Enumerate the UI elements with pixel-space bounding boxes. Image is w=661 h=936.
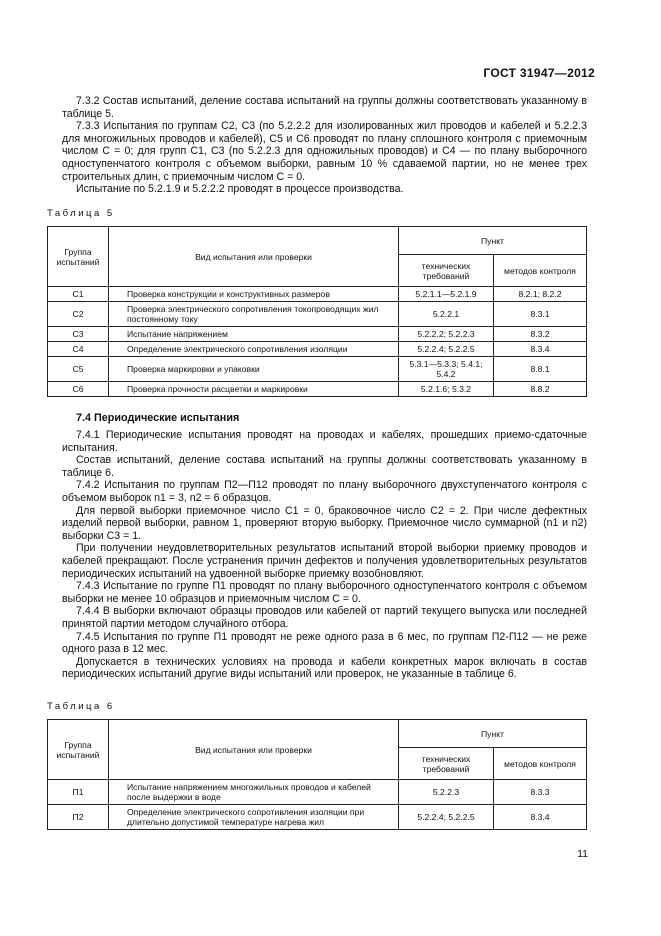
paragraph: Испытание по 5.2.1.9 и 5.2.2.2 проводят в процессе производства. [76, 183, 404, 196]
cell-methods: 8.3.4 [494, 805, 587, 830]
intro-text [62, 95, 587, 196]
cell-name: Испытание напряжением [109, 327, 399, 342]
table-row [48, 805, 587, 830]
cell-methods: 8.8.1 [494, 357, 587, 382]
table-row [48, 780, 587, 805]
cell-name: Проверка электрического сопротивления токопроводящих жил постоянному току [109, 302, 399, 327]
cell-tech: 5.3.1—5.3.3; 5.4.1; 5.4.2 [399, 357, 494, 382]
table-5 [47, 226, 587, 397]
table5-caption: Таблица 5 [47, 208, 115, 219]
table-row [48, 382, 587, 397]
cell-name: Проверка конструкции и конструктивных размеров [109, 287, 399, 302]
cell-tech: 5.2.2.4; 5.2.2.5 [399, 342, 494, 357]
cell-methods: 8.3.1 [494, 302, 587, 327]
paragraph: 7.4.3 Испытание по группе П1 проводят по плану выборочного одноступенчатого контроля с объемом выборки не менее 10 образцов и приемочным числом C = 0. [62, 580, 587, 605]
cell-methods: 8.3.3 [494, 780, 587, 805]
table-row [48, 342, 587, 357]
paragraph: 7.4.4 В выборки включают образцы проводов или кабелей от партий текущего выпуска или последней принятой партии методом случайного отбора. [62, 605, 587, 630]
page-number: 11 [577, 848, 588, 860]
paragraph: 7.4.1 Периодические испытания проводят на проводах и кабелях, прошедших приемо-сдаточные испытания. [62, 429, 587, 454]
cell-tech: 5.2.1.6; 5.3.2 [399, 382, 494, 397]
cell-group: С2 [48, 302, 109, 327]
cell-methods: 8.3.4 [494, 342, 587, 357]
col-methods: методов контроля [494, 748, 587, 780]
col-group: Группа испытаний [48, 227, 109, 287]
cell-group: П1 [48, 780, 109, 805]
paragraph: При получении неудовлетворительных результатов испытаний второй выборки приемку проводов и кабелей прекращают. После устранения причин дефектов и получения удовлетворительных результатов периодических испытаний на удвоенной выборке приемку возобновляют. [62, 542, 587, 580]
paragraph: 7.3.2 Состав испытаний, деление состава испытаний на группы должны соответствовать указанному в таблице 5. [62, 95, 587, 120]
paragraph: 7.4.5 Испытания по группе П1 проводят не реже одного раза в 6 мес, по группам П2-П12 — не реже одного раза в 12 мес. [62, 630, 587, 656]
col-tech: технических требований [399, 748, 494, 780]
paragraph: Допускается в технических условиях на провода и кабели конкретных марок включать в состав периодических испытаний другие виды испытаний или проверок, не указанные в таблице 6. [62, 655, 587, 681]
cell-group: П2 [48, 805, 109, 830]
paragraph: 7.4.2 Испытания по группам П2—П12 проводят по плану выборочного двухступенчатого контроля с объемом выборок n1 = 3, n2 = 6 образцов. [62, 479, 587, 504]
cell-group: С3 [48, 327, 109, 342]
col-methods: методов контроля [494, 255, 587, 287]
paragraph: Для первой выборки приемочное число C1 = 0, браковочное число C2 = 2. При числе дефектных изделий первой выборки, равном 1, проверяют вторую выборку. Приемочное число суммарной (n1 и n2) выборки C3 = 1. [62, 504, 587, 542]
cell-name: Проверка прочности расцветки и маркировки [109, 382, 399, 397]
col-type: Вид испытания или проверки [109, 227, 399, 287]
cell-name: Определение электрического сопротивления изоляции [109, 342, 399, 357]
cell-methods: 8.3.2 [494, 327, 587, 342]
col-tech: технических требований [399, 255, 494, 287]
cell-name: Проверка маркировки и упаковки [109, 357, 399, 382]
col-group: Группа испытаний [48, 720, 109, 780]
cell-group: С4 [48, 342, 109, 357]
section-title: 7.4 Периодические испытания [76, 412, 240, 424]
table-row [48, 302, 587, 327]
col-item: Пункт [399, 227, 587, 255]
cell-group: С5 [48, 357, 109, 382]
table-6 [47, 719, 587, 830]
cell-group: С6 [48, 382, 109, 397]
cell-name: Испытание напряжением многожильных проводов и кабелей после выдержки в воде [109, 780, 399, 805]
document-header: ГОСТ 31947—2012 [483, 66, 595, 80]
col-type: Вид испытания или проверки [109, 720, 399, 780]
cell-tech: 5.2.2.4; 5.2.2.5 [399, 805, 494, 830]
paragraph: Состав испытаний, деление состава испытаний на группы должны соответствовать указанному в таблице 6. [62, 454, 587, 479]
cell-tech: 5.2.2.2; 5.2.2.3 [399, 327, 494, 342]
cell-tech: 5.2.2.1 [399, 302, 494, 327]
cell-tech: 5.2.1.1—5.2.1.9 [399, 287, 494, 302]
table-row [48, 327, 587, 342]
table-row [48, 357, 587, 382]
table-row [48, 287, 587, 302]
cell-tech: 5.2.2.3 [399, 780, 494, 805]
cell-methods: 8.2.1; 8.2.2 [494, 287, 587, 302]
cell-name: Определение электрического сопротивления изоляции при длительно допустимой температуре нагрева жил [109, 805, 399, 830]
section-text [62, 429, 587, 681]
table6-caption: Таблица 6 [47, 701, 115, 712]
cell-group: С1 [48, 287, 109, 302]
col-item: Пункт [399, 720, 587, 748]
paragraph: 7.3.3 Испытания по группам С2, С3 (по 5.2.2.2 для изолированных жил проводов и кабелей и 5.2.2.3 для многожильных проводов и кабелей), С5 и С6 проводят по плану сплошного контроля с приемочным числом C = 0; для групп С1, С3 (по 5.2.2.3 для одножильных проводов) и С4 — по плану выборочного одноступенчатого контроля с объемом выборки, равным 10 % сдаваемой партии, но не менее трех строительных длин, с приемочным числом C = 0. [62, 120, 587, 183]
cell-methods: 8.8.2 [494, 382, 587, 397]
